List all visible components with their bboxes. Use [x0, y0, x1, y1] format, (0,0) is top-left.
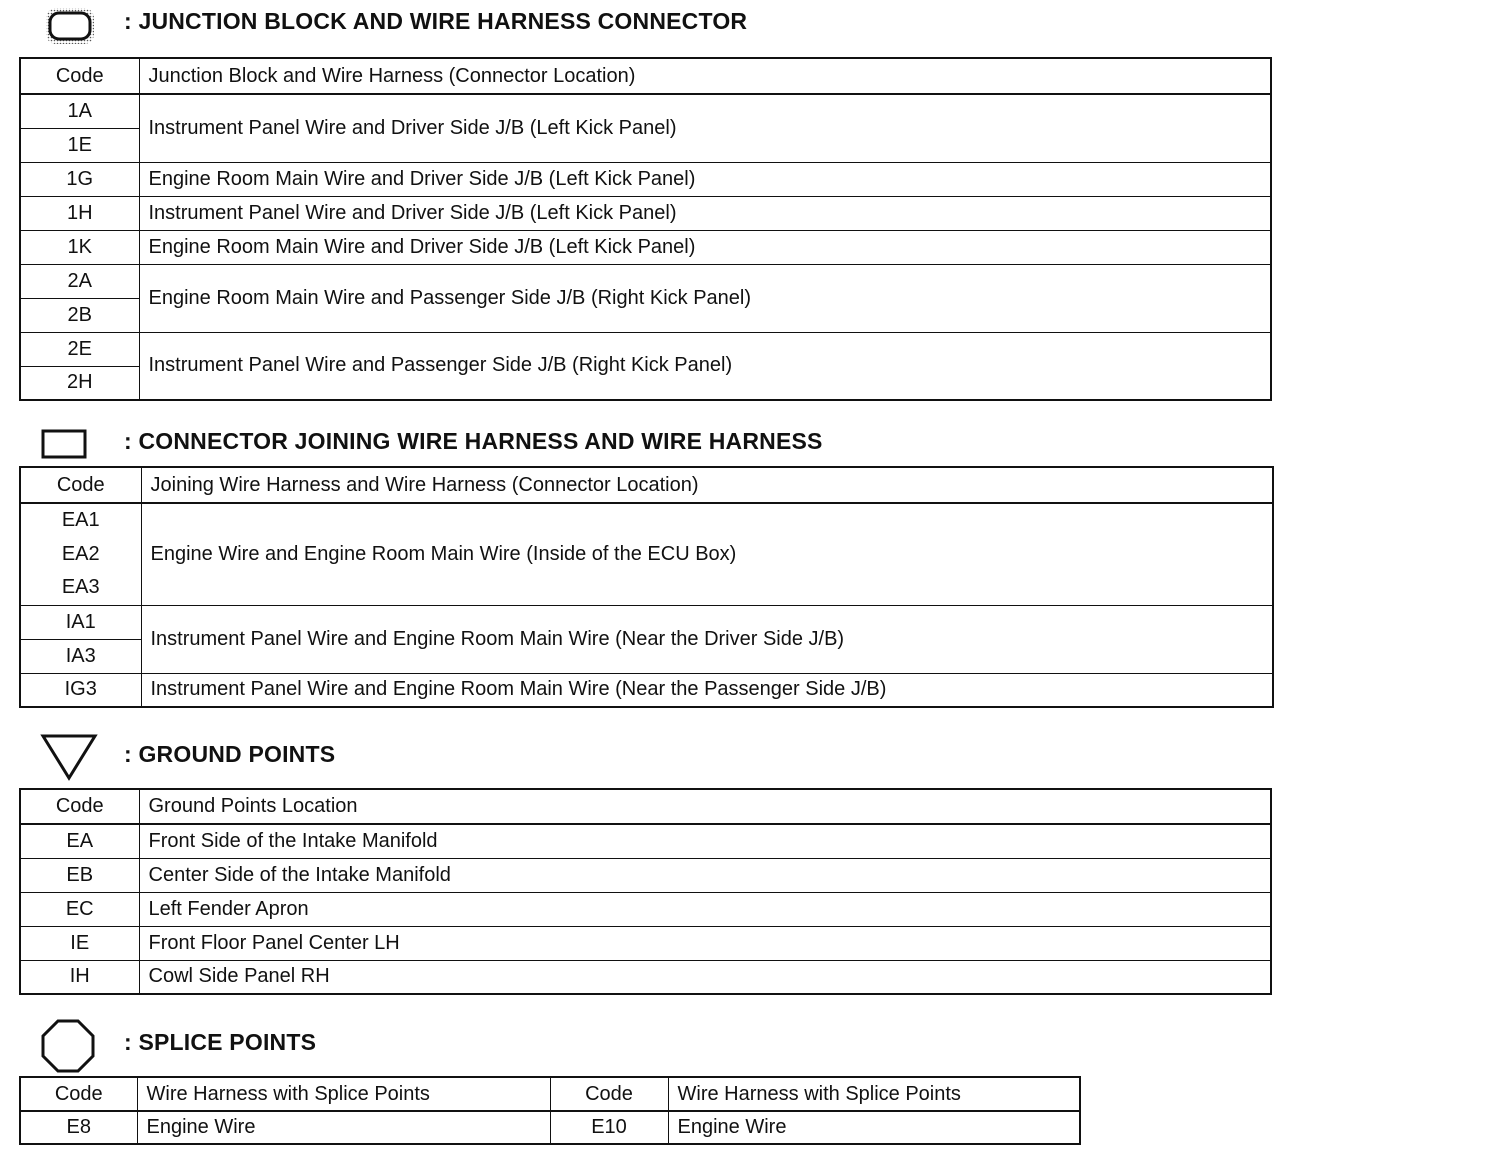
junction-table	[19, 57, 1272, 401]
table-row	[20, 230, 1271, 264]
description-cell: Engine Wire	[137, 1111, 550, 1144]
code-cell: 1G	[20, 162, 139, 196]
description-cell: Front Floor Panel Center LH	[139, 926, 1271, 960]
table-row	[20, 332, 1271, 366]
header-code: Code	[20, 789, 139, 824]
code-cell: 1A	[20, 94, 139, 128]
description-cell: Instrument Panel Wire and Engine Room Main Wire (Near the Driver Side J/B)	[141, 605, 1273, 673]
header-description: Joining Wire Harness and Wire Harness (Connector Location)	[141, 467, 1273, 503]
table-row	[20, 94, 1271, 128]
code-cell: EB	[20, 858, 139, 892]
table-row	[20, 858, 1271, 892]
header-code: Code	[20, 58, 139, 94]
table-header-row	[20, 1077, 1080, 1111]
connector-section-title: : CONNECTOR JOINING WIRE HARNESS AND WIRE HARNESS	[124, 428, 823, 454]
code-cell: E10	[550, 1111, 668, 1144]
table-row	[20, 673, 1273, 707]
header-description: Wire Harness with Splice Points	[668, 1077, 1080, 1111]
table-row	[20, 960, 1271, 994]
table-header-row	[20, 467, 1273, 503]
description-cell: Engine Wire	[668, 1111, 1080, 1144]
code-cell: EA3	[20, 571, 141, 605]
code-cell: 2B	[20, 298, 139, 332]
ground-section-title: : GROUND POINTS	[124, 741, 336, 767]
table-row	[20, 1111, 1080, 1144]
description-cell: Engine Room Main Wire and Driver Side J/B (Left Kick Panel)	[139, 230, 1271, 264]
code-cell: IE	[20, 926, 139, 960]
header-description: Junction Block and Wire Harness (Connector Location)	[139, 58, 1271, 94]
description-cell: Instrument Panel Wire and Driver Side J/B (Left Kick Panel)	[139, 196, 1271, 230]
description-cell: Front Side of the Intake Manifold	[139, 824, 1271, 858]
rounded-rect-dotted-icon	[44, 6, 96, 46]
code-cell: 2A	[20, 264, 139, 298]
table-row	[20, 926, 1271, 960]
description-cell: Instrument Panel Wire and Passenger Side J/B (Right Kick Panel)	[139, 332, 1271, 400]
code-cell: IG3	[20, 673, 141, 707]
header-description: Wire Harness with Splice Points	[137, 1077, 550, 1111]
header-description: Ground Points Location	[139, 789, 1271, 824]
description-cell: Instrument Panel Wire and Driver Side J/B (Left Kick Panel)	[139, 94, 1271, 162]
table-header-row	[20, 58, 1271, 94]
table-row	[20, 162, 1271, 196]
header-code: Code	[20, 467, 141, 503]
connector-table	[19, 466, 1274, 708]
octagon-icon	[40, 1018, 96, 1074]
table-row	[20, 264, 1271, 298]
code-cell: EA1	[20, 503, 141, 537]
description-cell: Instrument Panel Wire and Engine Room Main Wire (Near the Passenger Side J/B)	[141, 673, 1273, 707]
table-row	[20, 503, 1273, 537]
description-cell: Center Side of the Intake Manifold	[139, 858, 1271, 892]
code-cell: 2H	[20, 366, 139, 400]
code-cell: EC	[20, 892, 139, 926]
splice-table	[19, 1076, 1081, 1145]
square-icon	[40, 428, 88, 460]
code-cell: IA1	[20, 605, 141, 639]
code-cell: 1E	[20, 128, 139, 162]
header-code: Code	[550, 1077, 668, 1111]
code-cell: 1K	[20, 230, 139, 264]
code-cell: IA3	[20, 639, 141, 673]
triangle-down-icon	[40, 732, 98, 782]
junction-section-title: : JUNCTION BLOCK AND WIRE HARNESS CONNECTOR	[124, 8, 748, 34]
ground-table	[19, 788, 1272, 995]
code-cell: 2E	[20, 332, 139, 366]
table-header-row	[20, 789, 1271, 824]
table-row	[20, 605, 1273, 639]
table-row	[20, 892, 1271, 926]
code-cell: E8	[20, 1111, 137, 1144]
splice-section-title: : SPLICE POINTS	[124, 1029, 317, 1055]
code-cell: EA2	[20, 537, 141, 571]
code-cell: EA	[20, 824, 139, 858]
description-cell: Cowl Side Panel RH	[139, 960, 1271, 994]
code-cell: IH	[20, 960, 139, 994]
header-code: Code	[20, 1077, 137, 1111]
code-cell: 1H	[20, 196, 139, 230]
description-cell: Engine Wire and Engine Room Main Wire (Inside of the ECU Box)	[141, 503, 1273, 605]
description-cell: Left Fender Apron	[139, 892, 1271, 926]
table-row	[20, 824, 1271, 858]
table-row	[20, 196, 1271, 230]
description-cell: Engine Room Main Wire and Driver Side J/B (Left Kick Panel)	[139, 162, 1271, 196]
description-cell: Engine Room Main Wire and Passenger Side J/B (Right Kick Panel)	[139, 264, 1271, 332]
